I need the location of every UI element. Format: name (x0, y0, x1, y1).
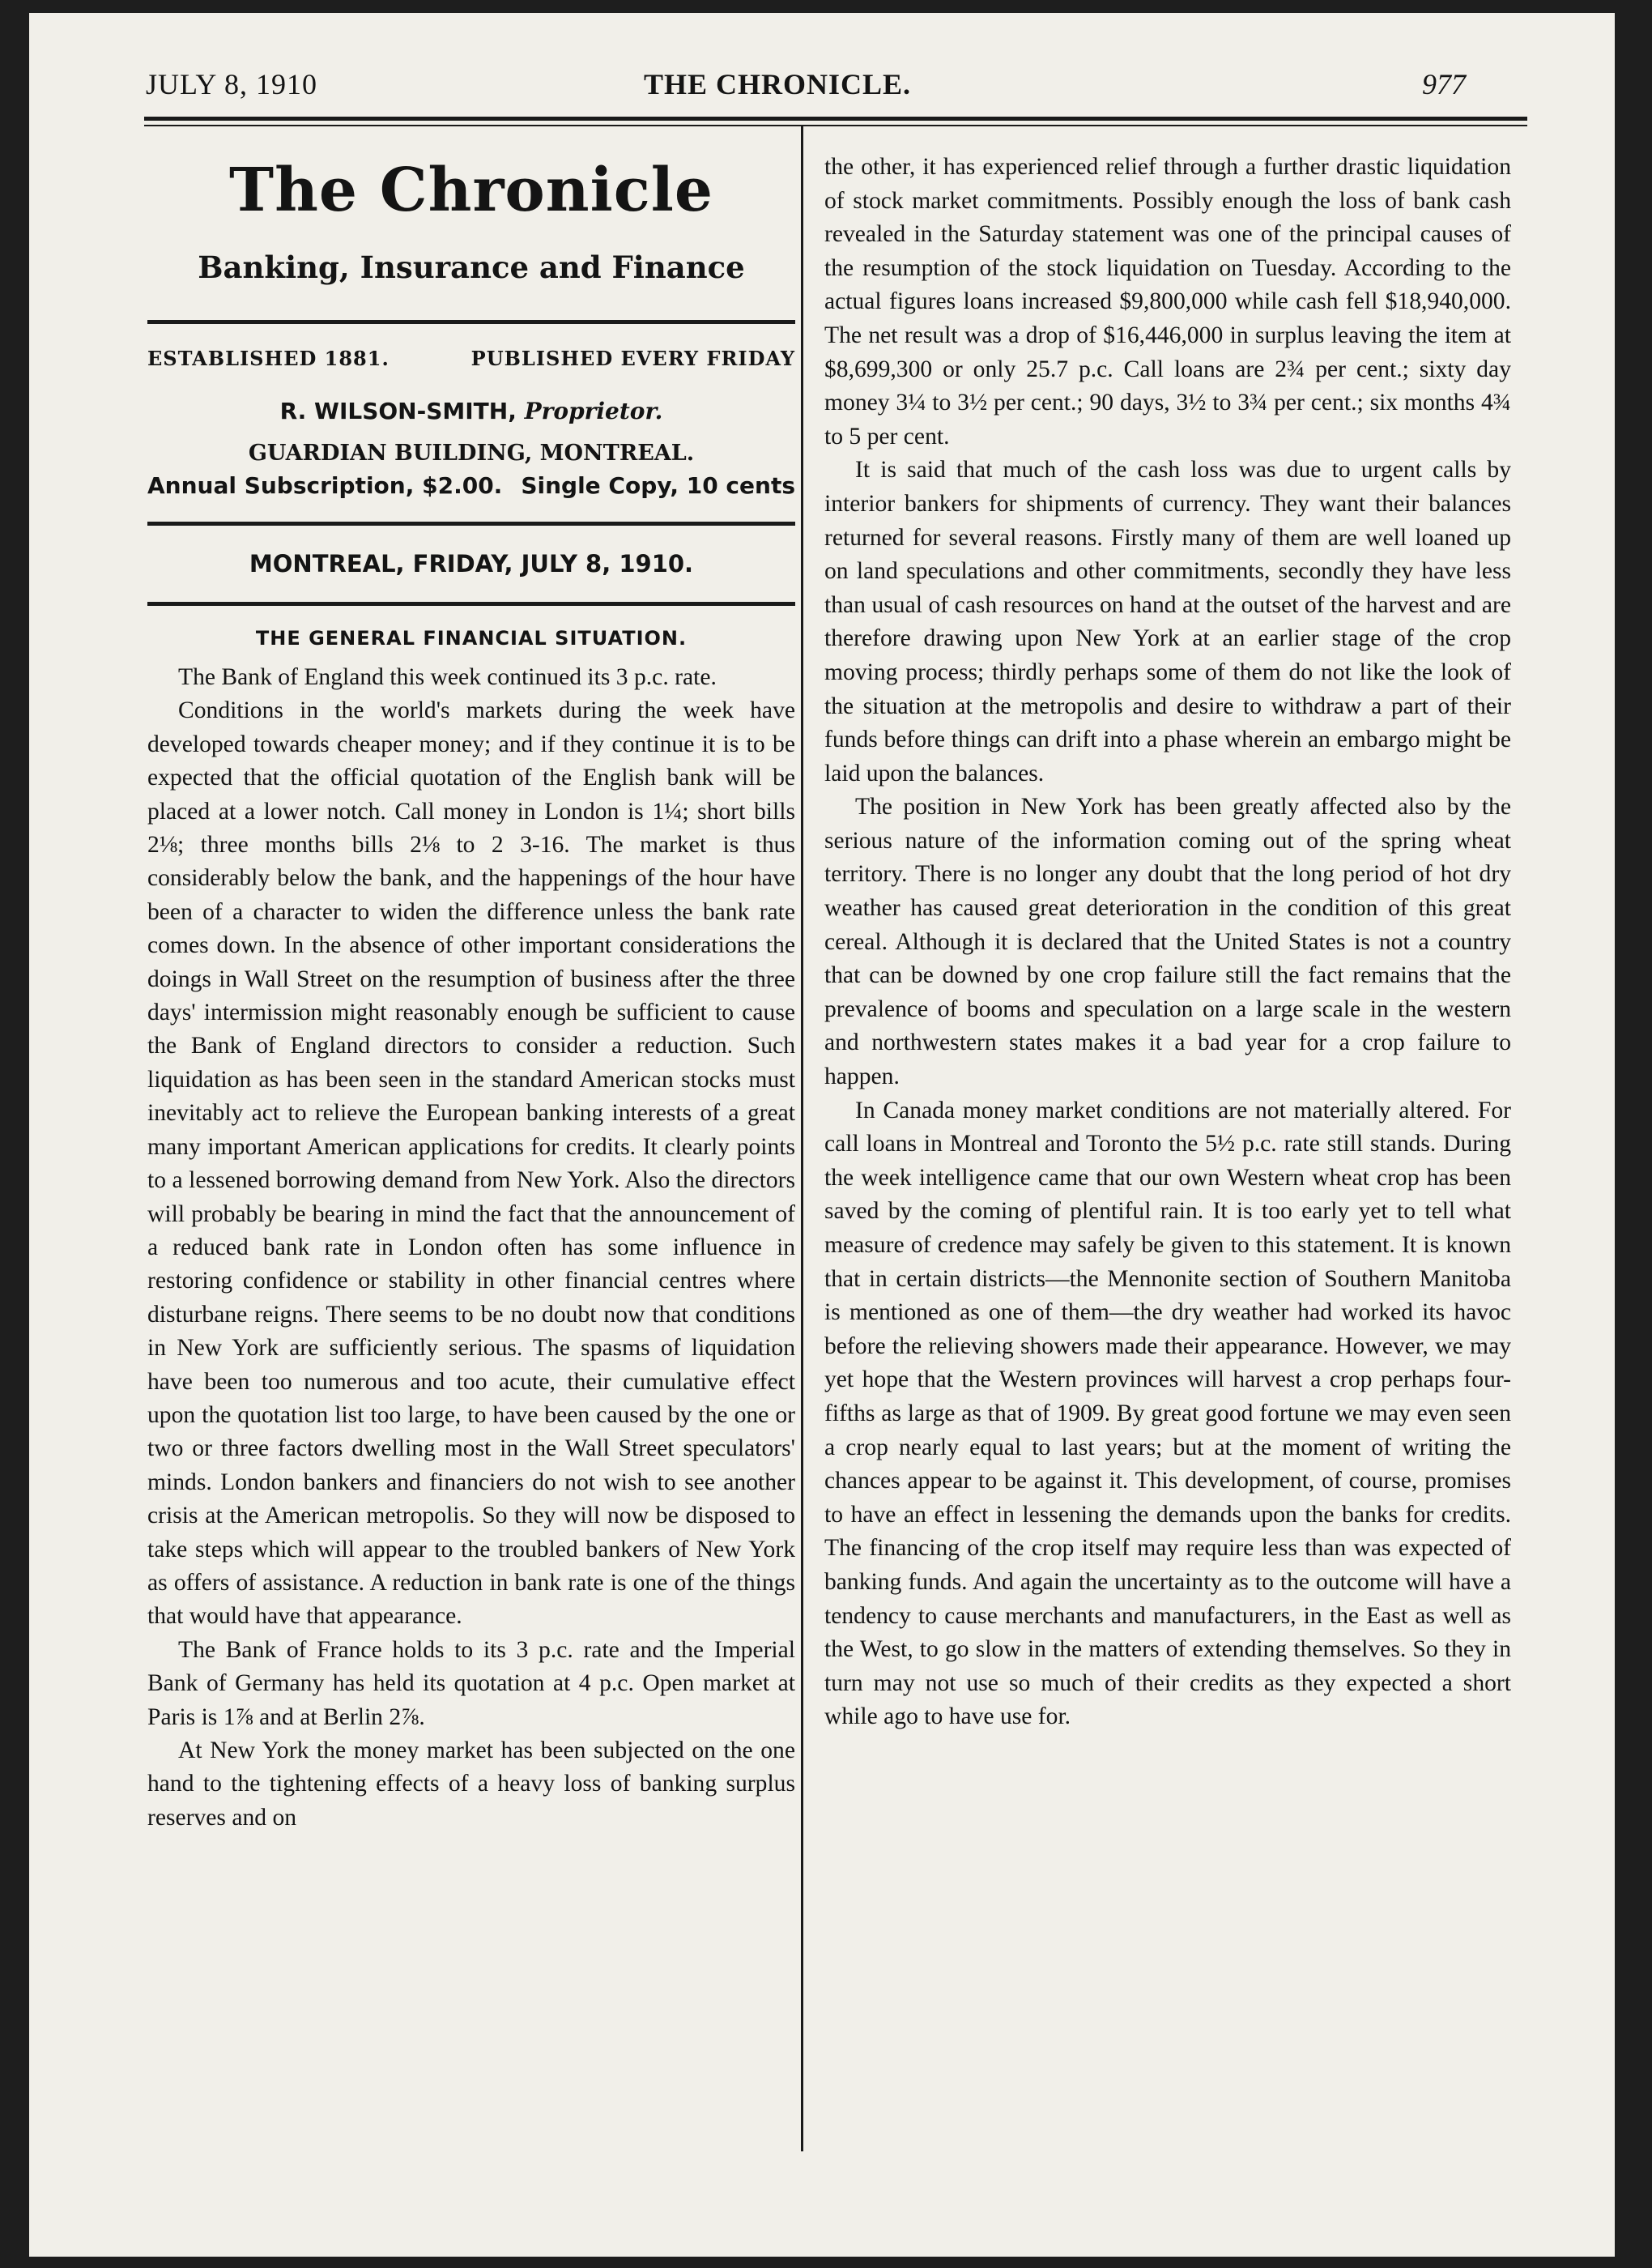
left-column (147, 156, 795, 1835)
article-title: THE GENERAL FINANCIAL SITUATION. (255, 627, 688, 650)
article-paragraph: In Canada money market conditions are not materially altered. For call loans in Montreal and Toronto the 5½ p.c. rate still stands. During the week intelligence came that our own Western wheat crop has been saved by the coming of plentiful rain. It is too early yet to tell what measure of credence may safely be given to this statement. It is known that in certain districts—the Mennonite section of Southern Manitoba is mentioned as one of them—the dry weather had worked its havoc before the relieving showers made their appearance. However, we may yet hope that the Western provinces will harvest a crop perhaps four-fifths as large as that of 1909. By great good fortune we may even seen a crop nearly equal to last years; but at the moment of writing the chances appear to be against it. This development, of course, promises to have an effect in lessening the demands upon the banks for credits. The financing of the crop itself may require less than was expected of banking funds. And again the uncertainty as to the outcome will have a tendency to cause merchants and manufacturers, in the East as well as the West, to go slow in the matters of extending themselves. So they in turn may not use so much of their credits as they expected a short while ago to have use for. (824, 1097, 1511, 1730)
article-paragraph: The Bank of England this week continued its 3 p.c. rate. (178, 664, 717, 690)
article-paragraph: The Bank of France holds to its 3 p.c. rate and the Imperial Bank of Germany has held its quotation at 4 p.c. Open market at Paris is 1⅞ and at Berlin 2⅞. (147, 1636, 795, 1730)
article-body-left (147, 661, 795, 1835)
header-rule (144, 117, 1527, 121)
page-header-publication: THE CHRONICLE. (643, 68, 912, 100)
dateline: MONTREAL, FRIDAY, JULY 8, 1910. (249, 550, 694, 578)
dateline-rule (147, 522, 795, 526)
page-number: 977 (1422, 68, 1466, 100)
proprietor-role: Proprietor. (524, 398, 663, 424)
masthead (147, 156, 795, 606)
established-text: ESTABLISHED 1881. (147, 347, 390, 370)
masthead-subtitle: Banking, Insurance and Finance (198, 249, 745, 285)
section-rule (147, 602, 795, 606)
article-paragraph: It is said that much of the cash loss was due to urgent calls by interior bankers for shipments of currency. They want their balances returned for several reasons. Firstly many of them are well loaned up on land speculations and other commitments, secondly they have less than usual of cash resources on hand at the outset of the harvest and are therefore drawing upon New York at an earlier stage of the crop moving process; thirdly perhaps some of them do not like the look of the situation at the metropolis and desire to withdraw a part of their funds before things can drift into a phase wherein an embargo might be laid upon the balances. (824, 457, 1511, 787)
established-row (147, 347, 795, 370)
page-header-date: JULY 8, 1910 (146, 68, 318, 100)
article-paragraph: The position in New York has been greatly affected also by the serious nature of the information coming out of the spring wheat territory. There is no longer any doubt that the long period of hot dry weather has caused great deterioration in the condition of this great cereal. Although it is declared that the United States is not a country that can be downed by one crop failure still the fact remains that the prevalence of booms and speculation on a large scale in the western and northwestern states makes it a bad year for a crop failure to happen. (824, 794, 1511, 1090)
right-column (824, 151, 1511, 1734)
article-paragraph: Conditions in the world's markets during the week have developed towards cheaper money; and if they continue it is to be expected that the official quotation of the English bank will be placed at a lower notch. Call money in London is 1¼; short bills 2⅛; three months bills 2⅛ to 2 3-16. The market is thus considerably below the bank, and the happenings of the hour have been of a character to widen the difference unless the bank rate comes down. In the absence of other important considerations the doings in Wall Street on the resumption of business after the three days' intermission might reasonably enough be sufficient to cause the Bank of England directors to consider a reduction. Such liquidation as has been seen in the standard American stocks must inevitably act to relieve the European banking interests of a great many important American applications for credits. It clearly points to a lessened borrowing demand from New York. Also the directors will probably be bearing in mind the fact that the announcement of a reduced bank rate in London often has some influence in restoring confidence or stability in other financial centres where disturbane reigns. There seems to be no doubt now that conditions in New York are sufficiently serious. The spasms of liquidation have been too numerous and too acute, their cumulative effect upon the quotation list too large, to have been caused by the one or two or three factors dwelling most in the Wall Street speculators' minds. London bankers and financiers do not wish to see another crisis at the American metropolis. So they will now be disposed to take steps which will appear to the troubled bankers of New York as offers of assistance. A reduction in bank rate is one of the things that would have that appearance. (147, 697, 795, 1630)
annual-subscription: Annual Subscription, $2.00. (147, 472, 503, 499)
subscription-row (147, 472, 795, 499)
newspaper-page (29, 13, 1615, 2257)
column-divider (801, 126, 803, 2151)
masthead-title: The Chronicle (229, 156, 713, 225)
proprietor-line (147, 398, 795, 424)
published-text: PUBLISHED EVERY FRIDAY (470, 347, 795, 370)
header-rule-thin (144, 125, 1527, 126)
proprietor-name: R. WILSON-SMITH, (279, 398, 517, 424)
office-address: GUARDIAN BUILDING, MONTREAL. (248, 441, 695, 466)
masthead-rule (147, 320, 795, 324)
article-paragraph: the other, it has experienced relief through a further drastic liquidation of stock market commitments. Possibly enough the loss of bank cash revealed in the Saturday statement was one of the principal causes of the resumption of the stock liquidation on Tuesday. According to the actual figures loans increased $9,800,000 while cash fell $18,940,000. The net result was a drop of $16,446,000 in surplus leaving the item at $8,699,300 or only 25.7 p.c. Call loans are 2¾ per cent.; sixty day money 3¼ to 3½ per cent.; 90 days, 3½ to 3¾ per cent.; six months 4¾ to 5 per cent. (824, 154, 1511, 450)
article-paragraph: At New York the money market has been subjected on the one hand to the tightening effects of a heavy loss of banking surplus reserves and on (147, 1737, 795, 1831)
single-copy-price: Single Copy, 10 cents (521, 472, 795, 499)
